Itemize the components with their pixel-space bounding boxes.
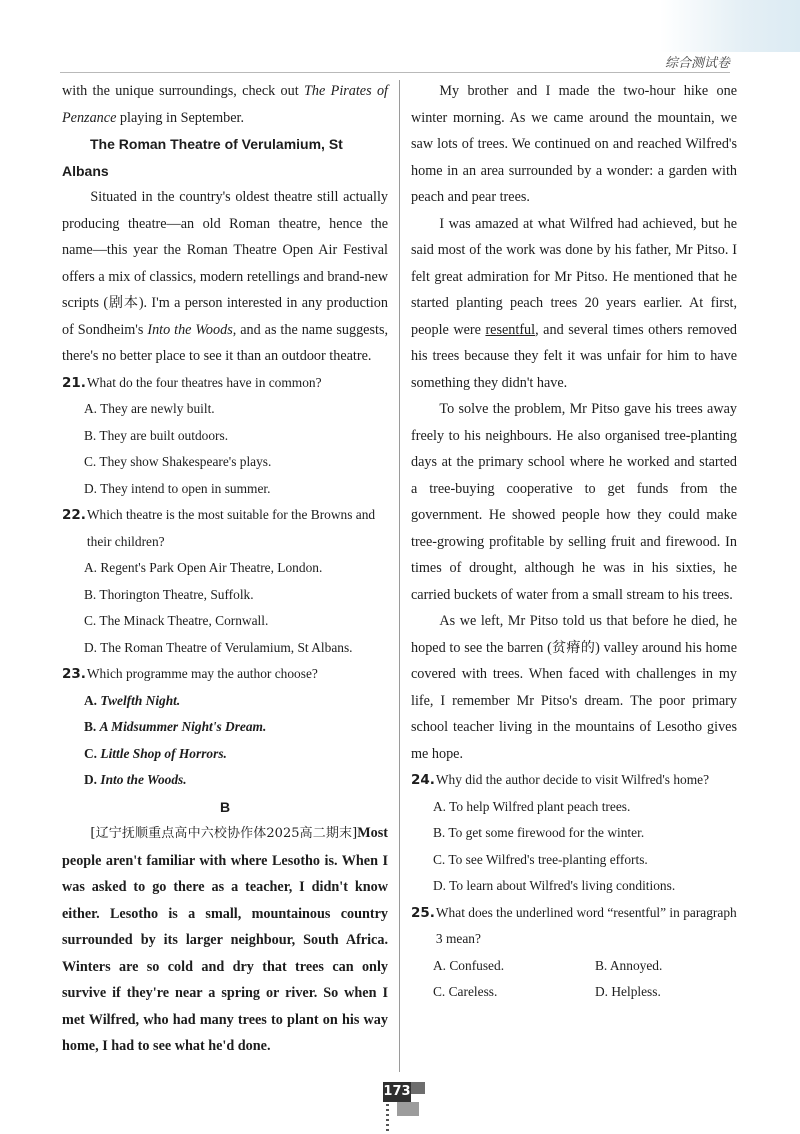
question-text: Why did the author decide to visit Wilfred's home? (435, 772, 710, 787)
option-title: Little Shop of Horrors. (100, 745, 227, 761)
option-title: Twelfth Night. (100, 692, 181, 708)
q23-option-a (62, 688, 388, 715)
header-rule (60, 72, 730, 73)
q24-option-d: D. To learn about Wilfred's living conditions. (433, 878, 676, 893)
question-number: 22. (62, 507, 86, 523)
q23-option-c (62, 741, 388, 768)
corner-decoration (660, 0, 800, 52)
question-text: Which programme may the author choose? (86, 666, 318, 681)
option-letter: A. (84, 692, 98, 708)
column-divider (399, 80, 400, 1072)
option-letter: D. (84, 772, 98, 787)
option-title: A Midsummer Night's Dream. (99, 719, 267, 734)
q24-option-b: B. To get some firewood for the winter. (433, 825, 645, 840)
q23-option-d (62, 767, 388, 794)
badge-square-light (397, 1102, 419, 1116)
q23-option-b (62, 714, 388, 741)
q22-option-b: B. Thorington Theatre, Suffolk. (84, 586, 254, 602)
roman-theatre-heading: The Roman Theatre of Verulamium, St Albans (62, 136, 343, 179)
intro-paragraph (62, 78, 388, 131)
q25-option-a: A. Confused. (433, 957, 505, 973)
pirates-title: The Pirates of Penzance (62, 83, 388, 126)
q21-option-a: A. They are newly built. (84, 401, 215, 416)
q21-option-d: D. They intend to open in summer. (84, 480, 271, 496)
roman-text: Situated in the country's oldest theatre still actually producing theatre—an old Roman theatre, hence the name—this year the Roman Theatre Open Air Festival offers a mix of classics, modern retellings and brand-new scripts (剧本). I'm a person interested in any production of Sondheim's (62, 189, 388, 338)
section-b-heading: B (219, 798, 231, 815)
running-header: 综合测试卷 (664, 56, 730, 71)
passage-b-paragraph (62, 820, 388, 1060)
page-number: 173 (383, 1082, 411, 1102)
q22-option-a: A. Regent's Park Open Air Theatre, London. (84, 560, 323, 575)
paragraph-2-text: I was amazed at what Wilfred had achieved, but he said most of the work was done by his father, Mr Pitso. I felt great admiration for Mr Pitso. He mentioned that he started planting peach trees 20 years earlier. At first, people were (411, 215, 737, 338)
question-number: 24. (411, 772, 435, 788)
q25-option-b: B. Annoyed. (595, 957, 663, 973)
passage-b-text: Most people aren't familiar with where Lesotho is. When I was asked to go there as a teacher, I didn't know either. Lesotho is a small, mountainous country surrounded by its larger neighbour, South Africa. Winters are so cold and dry that trees can only survive if they're near a spring or river. So when I met Wilfred, who had many trees to plant on his way home, I had to see what he'd done. (62, 825, 388, 1054)
option-title: Into the Woods. (100, 772, 187, 787)
underlined-word-resentful: resentful (485, 321, 536, 338)
passage-paragraph-3: To solve the problem, Mr Pitso gave his trees away freely to his neighbours. He also organised tree-planting days at the primary school where he worked and started a tree-buying cooperative to get funds from the government. He showed people how they could make tree-growing profitable by selling fruit and firewood. In times of drought, although he was in his sixties, he carried buckets of water from a small stream to his trees. (411, 401, 737, 603)
q24-option-c: C. To see Wilfred's tree-planting efforts. (433, 851, 648, 867)
question-22 (62, 502, 388, 555)
option-letter: C. (84, 745, 98, 761)
question-number: 25. (411, 904, 435, 921)
question-24 (411, 767, 737, 794)
q24-option-a: A. To help Wilfred plant peach trees. (433, 798, 631, 814)
q25-options-row-1 (411, 953, 737, 980)
paragraph-2-end: , and several times others removed his trees because they felt it was unfair for him to have something they didn't have. (411, 321, 737, 391)
page-number-badge (383, 1082, 427, 1110)
question-text: Which theatre is the most suitable for the Browns and their children? (86, 507, 376, 549)
q25-option-d: D. Helpless. (595, 984, 661, 999)
intro-end-text: playing in September. (119, 109, 245, 126)
roman-text-end: , and as the name suggests, there's no better place to see it than an outdoor theatre. (62, 321, 389, 364)
left-column (62, 78, 388, 1060)
q21-option-b: B. They are built outdoors. (84, 427, 229, 443)
passage-paragraph-2 (411, 211, 737, 397)
passage-paragraph-4: As we left, Mr Pitso told us that before he died, he hoped to see the barren (贫瘠的) valley around his home covered with trees. When faced with challenges in my life, I remember Mr Pitso's dream. The poor primary school teacher living in the mountains of Lesotho gives me hope. (411, 613, 737, 762)
question-21 (62, 370, 388, 397)
q21-option-c: C. They show Shakespeare's plays. (84, 454, 272, 469)
q22-option-d: D. The Roman Theatre of Verulamium, St Albans. (84, 639, 353, 655)
roman-theatre-paragraph (62, 184, 388, 370)
right-column (411, 78, 737, 1006)
question-23 (62, 661, 388, 688)
intro-text: with the unique surroundings, check out (62, 83, 299, 99)
option-letter: B. (84, 719, 97, 734)
source-citation: [辽宁抚顺重点高中六校协作体2025高二期末] (90, 826, 358, 841)
badge-square-dark (411, 1082, 425, 1094)
question-number: 23. (62, 666, 86, 682)
question-text: What does the underlined word “resentful” in paragraph 3 mean? (435, 904, 737, 946)
question-25 (411, 900, 737, 953)
into-the-woods-title: Into the Woods (147, 321, 233, 338)
question-text: What do the four theatres have in common? (86, 374, 322, 390)
q22-option-c: C. The Minack Theatre, Cornwall. (84, 613, 269, 628)
q25-option-c: C. Careless. (433, 984, 498, 999)
question-number: 21. (62, 374, 86, 391)
q25-options-row-2 (411, 979, 737, 1006)
passage-paragraph-1: My brother and I made the two-hour hike one winter morning. As we came around the mountain, we saw lots of trees. We continued on and reached Wilfred's home in an area surrounded by a wonder: a garden with peach and pear trees. (411, 83, 737, 205)
